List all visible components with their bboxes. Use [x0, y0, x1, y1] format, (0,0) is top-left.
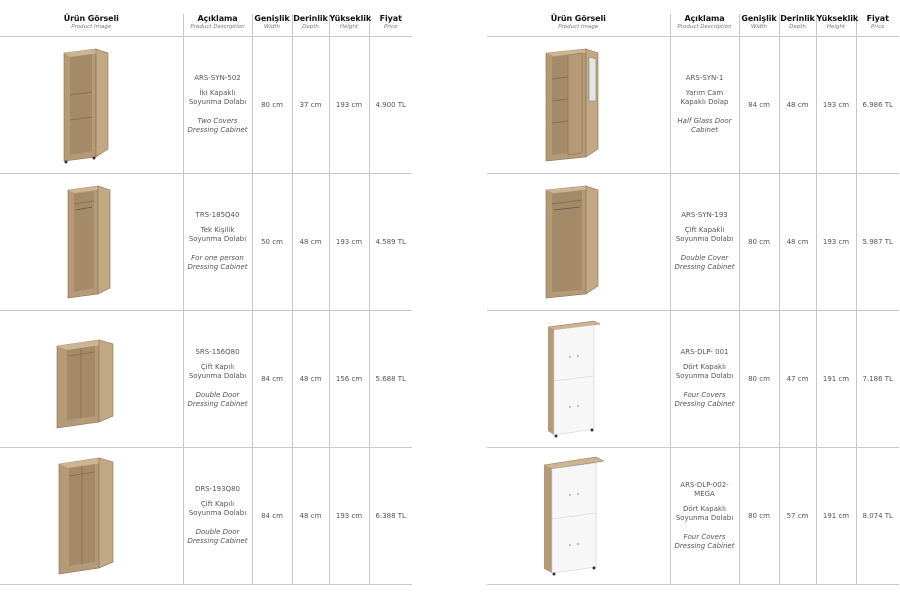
depth-cell: 48 cm — [292, 174, 329, 311]
right-price-table — [487, 14, 899, 585]
table-row — [487, 37, 899, 174]
product-name-en: Double Cover Dressing Cabinet — [674, 253, 735, 272]
description-cell — [670, 174, 739, 311]
product-name-tr: Dört Kapaklı Soyunma Dolabı — [675, 362, 734, 381]
header-row — [0, 14, 412, 37]
half-glass-cabinet-image — [538, 45, 618, 165]
left-price-table — [0, 14, 412, 585]
header-width: Genişlik Width — [252, 14, 292, 37]
product-image-cell — [0, 174, 183, 311]
white-four-door-cabinet-mega-image — [538, 453, 618, 579]
table-row — [0, 37, 412, 174]
table-row — [0, 311, 412, 448]
price-cell: 5.688 TL — [369, 311, 412, 448]
single-door-cabinet-image — [56, 182, 126, 302]
height-cell: 193 cm — [816, 37, 856, 174]
depth-cell: 48 cm — [292, 448, 329, 585]
product-name-tr: Dört Kapaklı Soyunma Dolabı — [675, 504, 734, 522]
header-price: Fiyat Price — [369, 14, 412, 37]
product-image-cell — [487, 174, 670, 311]
product-name-tr: Çift Kapılı Soyunma Dolabı — [188, 362, 247, 381]
description-cell — [183, 174, 252, 311]
product-image-cell — [487, 37, 670, 174]
product-name-en: Four Covers Dressing Cabinet — [674, 390, 735, 409]
product-name-tr: Çift Kapaklı Soyunma Dolabı — [675, 225, 734, 244]
product-name-en: Two Covers Dressing Cabinet — [187, 116, 248, 135]
height-cell: 193 cm — [816, 174, 856, 311]
width-cell: 84 cm — [252, 311, 292, 448]
product-image-cell — [0, 311, 183, 448]
table-row — [0, 448, 412, 585]
product-name-tr: Çift Kapılı Soyunma Dolabı — [188, 499, 247, 518]
product-name-en: Half Glass Door Cabinet — [677, 116, 732, 135]
short-double-door-cabinet-image — [51, 324, 131, 434]
price-cell: 6.986 TL — [856, 37, 899, 174]
product-image-cell — [0, 37, 183, 174]
depth-cell: 48 cm — [292, 311, 329, 448]
description-cell — [670, 311, 739, 448]
width-cell: 80 cm — [252, 37, 292, 174]
header-description: Açıklama Product Description — [670, 14, 739, 37]
price-cell: 5.987 TL — [856, 174, 899, 311]
price-cell: 7.186 TL — [856, 311, 899, 448]
product-code: ARS-DLP-002-MEGA — [680, 480, 729, 498]
header-row — [487, 14, 899, 37]
product-code: TRS-185Q40 — [195, 211, 240, 220]
tall-double-door-cabinet-image — [51, 454, 131, 578]
table-row — [0, 174, 412, 311]
depth-cell: 48 cm — [779, 174, 816, 311]
price-cell: 4.589 TL — [369, 174, 412, 311]
header-width: Genişlik Width — [739, 14, 779, 37]
width-cell: 50 cm — [252, 174, 292, 311]
depth-cell: 57 cm — [779, 448, 816, 585]
price-cell: 4.900 TL — [369, 37, 412, 174]
table-row — [487, 311, 899, 448]
product-name-en: For one person Dressing Cabinet — [187, 253, 248, 272]
height-cell: 156 cm — [329, 311, 369, 448]
product-code: DRS-193Q80 — [194, 485, 240, 494]
product-name-tr: Tek Kişilik Soyunma Dolabı — [188, 225, 247, 244]
description-cell — [183, 37, 252, 174]
white-four-door-cabinet-image — [538, 317, 618, 441]
width-cell: 84 cm — [739, 37, 779, 174]
product-name-en: Four Covers Dressing Cabinet — [674, 532, 735, 550]
product-code: ARS-SYN-1 — [685, 74, 724, 83]
height-cell: 193 cm — [329, 448, 369, 585]
product-image-cell — [487, 311, 670, 448]
header-height: Yükseklik Height — [816, 14, 856, 37]
width-cell: 80 cm — [739, 311, 779, 448]
header-price: Fiyat Price — [856, 14, 899, 37]
width-cell: 80 cm — [739, 448, 779, 585]
product-table — [487, 14, 899, 585]
product-image-cell — [487, 448, 670, 585]
product-name-tr: Yarım Cam Kapaklı Dolap — [680, 88, 729, 107]
description-cell — [670, 37, 739, 174]
product-code: ARS-SYN-193 — [681, 211, 728, 220]
product-code: SRS-156Q80 — [195, 348, 240, 357]
header-description: Açıklama Product Description — [183, 14, 252, 37]
header-depth: Derinlik Depth — [779, 14, 816, 37]
height-cell: 191 cm — [816, 311, 856, 448]
depth-cell: 47 cm — [779, 311, 816, 448]
width-cell: 80 cm — [739, 174, 779, 311]
table-row — [487, 448, 899, 585]
price-cell: 6.388 TL — [369, 448, 412, 585]
product-image-cell — [0, 448, 183, 585]
width-cell: 84 cm — [252, 448, 292, 585]
two-door-cabinet-image — [56, 45, 126, 165]
header-depth: Derinlik Depth — [292, 14, 329, 37]
product-name-tr: İki Kapaklı Soyunma Dolabı — [188, 88, 247, 107]
table-row — [487, 174, 899, 311]
description-cell — [183, 448, 252, 585]
header-image: Ürün Görseli Product Image — [0, 14, 183, 37]
height-cell: 193 cm — [329, 37, 369, 174]
product-name-en: Double Door Dressing Cabinet — [187, 390, 248, 409]
product-code: ARS-SYN-502 — [194, 74, 241, 83]
depth-cell: 48 cm — [779, 37, 816, 174]
price-cell: 8.074 TL — [856, 448, 899, 585]
depth-cell: 37 cm — [292, 37, 329, 174]
double-cover-cabinet-image — [538, 182, 618, 302]
product-name-en: Double Door Dressing Cabinet — [187, 527, 248, 546]
header-image: Ürün Görseli Product Image — [487, 14, 670, 37]
product-table — [0, 14, 412, 585]
header-height: Yükseklik Height — [329, 14, 369, 37]
product-code: ARS-DLP- 001 — [680, 348, 729, 357]
description-cell — [670, 448, 739, 585]
description-cell — [183, 311, 252, 448]
height-cell: 193 cm — [329, 174, 369, 311]
height-cell: 191 cm — [816, 448, 856, 585]
